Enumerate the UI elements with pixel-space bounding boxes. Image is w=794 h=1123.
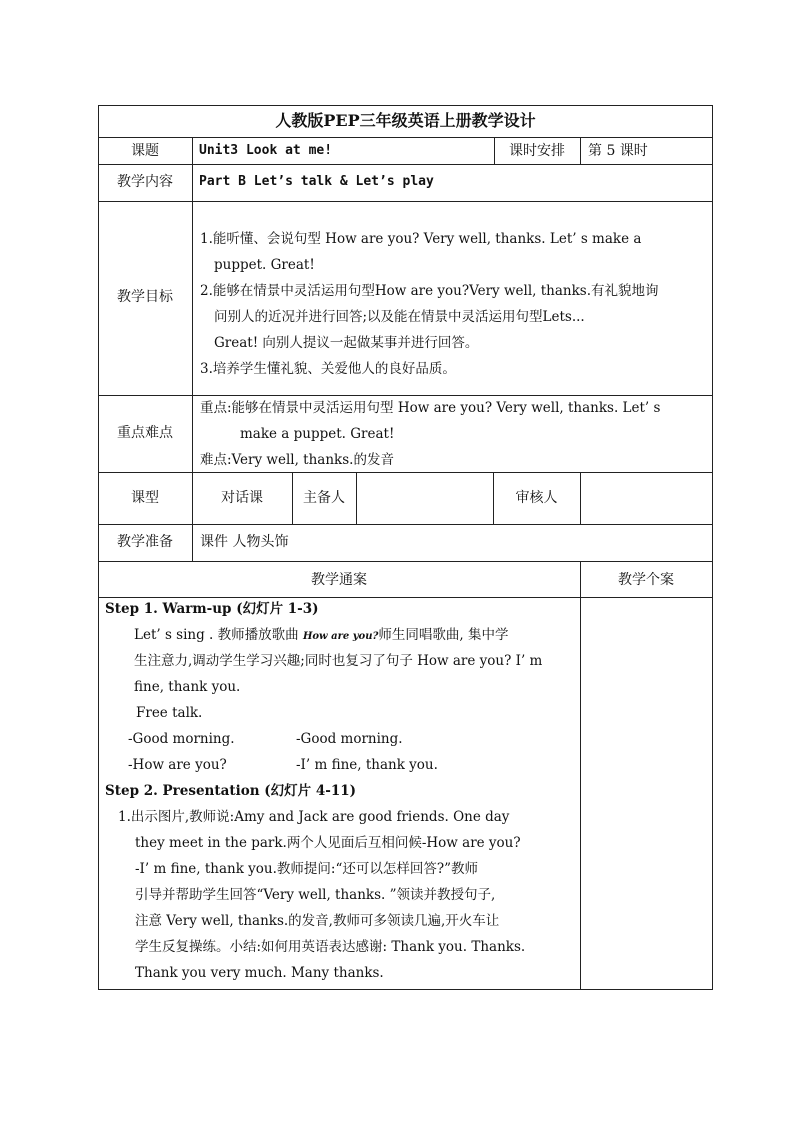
- goal-line: 1.能听懂、会说句型 How are you? Very well, thanks. Let’ s make a: [200, 231, 642, 247]
- goals-label: 教学目标: [117, 289, 173, 305]
- schedule-value: 第 5 课时: [588, 143, 648, 159]
- lesson-type-label: 课型: [131, 490, 159, 506]
- preparer-label: 主备人: [303, 490, 345, 506]
- table-border-line: [712, 105, 713, 990]
- step-line: 生注意力,调动学生学习兴趣;同时也复习了句子 How are you? I’ m: [134, 653, 543, 669]
- step-heading: Step 1. Warm-up (幻灯片 1-3): [105, 601, 319, 617]
- table-border-line: [98, 561, 713, 562]
- schedule-label: 课时安排: [509, 143, 565, 159]
- lesson-type-value: 对话课: [221, 490, 263, 506]
- table-border-line: [580, 137, 581, 165]
- table-border-line: [580, 561, 581, 990]
- table-border-line: [98, 989, 713, 990]
- table-border-line: [98, 201, 713, 202]
- dialogue-line: -How are you?: [128, 757, 227, 773]
- content-value: Part B Let’s talk & Let’s play: [199, 174, 434, 189]
- step-text: 师生同唱歌曲, 集中学: [378, 627, 509, 643]
- personal-plan-header: 教学个案: [618, 572, 674, 588]
- step-line: 引导并帮助学生回答“Very well, thanks. ”领读并教授句子,: [135, 887, 496, 903]
- common-plan-header: 教学通案: [311, 572, 367, 588]
- preparation-value: 课件 人物头饰: [200, 534, 289, 550]
- dialogue-line: -Good morning.: [128, 731, 235, 747]
- step-line: fine, thank you.: [134, 679, 241, 695]
- lesson-plan-table: [98, 105, 713, 990]
- goal-line: 3.培养学生懂礼貌、关爱他人的良好品质。: [200, 361, 456, 377]
- step-line: Thank you very much. Many thanks.: [135, 965, 384, 981]
- difficulty-line: 难点:Very well, thanks.的发音: [200, 452, 394, 468]
- step-line: they meet in the park.两个人见面后互相问候-How are you?: [135, 835, 521, 851]
- step-text: Let’ s sing . 教师播放歌曲: [134, 627, 303, 643]
- table-border-line: [98, 105, 713, 106]
- preparation-label: 教学准备: [117, 534, 173, 550]
- song-title: How are you?: [302, 631, 379, 642]
- table-border-line: [98, 164, 713, 165]
- dialogue-line: -Good morning.: [296, 731, 403, 747]
- step-line: Free talk.: [136, 705, 203, 721]
- key-point-line: 重点:能够在情景中灵活运用句型 How are you? Very well, thanks. Let’ s: [200, 400, 661, 416]
- table-border-line: [98, 524, 713, 525]
- step-line: 学生反复操练。小结:如何用英语表达感谢: Thank you. Thanks.: [135, 939, 526, 955]
- goal-line: Great! 向别人提议一起做某事并进行回答。: [214, 335, 479, 351]
- table-border-line: [356, 472, 357, 525]
- key-point-line: make a puppet. Great!: [240, 426, 395, 442]
- goal-line: 2.能够在情景中灵活运用句型How are you?Very well, thanks.有礼貌地询: [200, 283, 659, 299]
- goal-line: puppet. Great!: [214, 257, 315, 273]
- reviewer-label: 审核人: [515, 490, 558, 506]
- table-border-line: [98, 472, 713, 473]
- key-points-label: 重点难点: [117, 425, 173, 441]
- step-heading: Step 2. Presentation (幻灯片 4-11): [105, 783, 356, 799]
- dialogue-line: -I’ m fine, thank you.: [296, 757, 438, 773]
- topic-label: 课题: [131, 143, 159, 159]
- step-line: -I’ m fine, thank you.教师提问:“还可以怎样回答?”教师: [135, 861, 479, 877]
- step-line: [134, 622, 508, 650]
- step-line: 注意 Very well, thanks.的发音,教师可多领读几遍,开火车让: [135, 913, 500, 929]
- document-title: 人教版PEP三年级英语上册教学设计: [275, 111, 536, 130]
- topic-value: Unit3 Look at me!: [199, 143, 333, 158]
- table-border-line: [580, 472, 581, 525]
- goal-line: 问别人的近况并进行回答;以及能在情景中灵活运用句型Lets...: [214, 309, 585, 325]
- content-label: 教学内容: [117, 174, 173, 190]
- step-line: 1.出示图片,教师说:Amy and Jack are good friends. One day: [118, 809, 510, 825]
